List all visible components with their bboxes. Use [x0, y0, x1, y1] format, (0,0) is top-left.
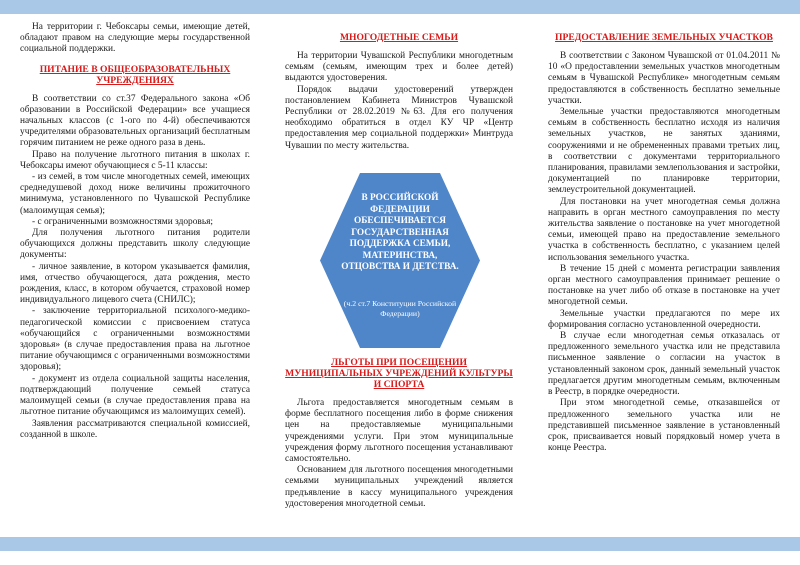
column-right	[548, 22, 780, 454]
hexagon-quote: В РОССИЙСКОЙ ФЕДЕРАЦИИ ОБЕСПЕЧИВАЕТСЯ ГОСУДАРСТВЕННАЯ ПОДДЕРЖКА СЕМЬИ, МАТЕРИНСТВА, ОТЦОВСТВА И ДЕТСТВА.	[341, 193, 459, 272]
section-heading-large-families: МНОГОДЕТНЫЕ СЕМЬИ	[339, 32, 459, 43]
column-left	[20, 22, 250, 441]
paragraph: При этом многодетной семье, отказавшейся от предложенного земельного участка или не представившей письменное заявление в установленный срок, присваивается новый порядковый номер учета в конце Реестра.	[548, 398, 780, 454]
paragraph: Для постановки на учет многодетная семья должна направить в орган местного самоуправления по месту жительства заявление о постановке на учет многодетной семьи, имеющей право на предоставление земельного участка в собственность бесплатно, с указанием целей использования земельного участка.	[548, 196, 780, 263]
paragraph: Льгота предоставляется многодетным семьям в форме бесплатного посещения либо в форме снижения цен на предоставляемые муниципальными учреждениями услуги. При этом муниципальные учреждения форму льготного посещения устанавливают самостоятельно.	[285, 398, 513, 465]
section-heading-land-plots: ПРЕДОСТАВЛЕНИЕ ЗЕМЕЛЬНЫХ УЧАСТКОВ	[555, 32, 773, 43]
paragraph: - документ из отдела социальной защиты населения, подтверждающий получение семьей статуса малоимущей семьи (в случае предоставления права на льготное питание обучающимся из малоимущих семей).	[20, 373, 250, 418]
paragraph: Заявления рассматриваются специальной комиссией, созданной в школе.	[20, 418, 250, 440]
paragraph: - из семей, в том числе многодетных семей, имеющих среднедушевой доход ниже величины прожиточного минимума, установленного по Чувашской Республике (малоимущая семья);	[20, 172, 250, 216]
paragraph: В течение 15 дней с момента регистрации заявления орган местного самоуправления принимает решение о постановке на учет либо об отказе в постановке на учет многодетной семьи.	[548, 263, 780, 308]
paragraph: В случае если многодетная семья отказалась от предложенного земельного участка или не представила письменное заявление о согласии на участок в установленный законом срок, данный земельный участок предлагается другим многодетным семьям, включенным в Реестр, в порядке очередности.	[548, 331, 780, 398]
paragraph: - с ограниченными возможностями здоровья;	[32, 216, 214, 227]
section-heading-school-meals: ПИТАНИЕ В ОБЩЕОБРАЗОВАТЕЛЬНЫХ УЧРЕЖДЕНИЯХ	[39, 63, 231, 86]
paragraph: - личное заявление, в котором указывается фамилия, имя, отчество обучающегося, дата рождения, место рождения, класс, в котором обучается, страховой номер индивидуального лицевого счета (СНИЛС);	[20, 261, 250, 306]
section-heading-culture-sport-benefits: ЛЬГОТЫ ПРИ ПОСЕЩЕНИИ МУНИЦИПАЛЬНЫХ УЧРЕЖДЕНИЙ КУЛЬТУРЫ И СПОРТА	[285, 357, 513, 390]
intro-paragraph: На территории г. Чебоксары семьи, имеющие детей, обладают правом на следующие меры государственной социальной поддержки.	[20, 22, 250, 55]
top-decorative-stripe	[0, 0, 800, 14]
paragraph: Порядок выдачи удостоверений утвержден постановлением Кабинета Министров Чувашской Республики от 28.02.2019 №63. Для его получения необходимо обратиться в отдел КУ ЧР «Центр предоставления мер социальной поддержки» Минтруда Чувашии по месту жительства.	[285, 84, 513, 151]
constitution-quote-hexagon	[320, 173, 480, 348]
paragraph: В соответствии с Законом Чувашской от 01.04.2011 № 10 «О предоставлении земельных участков многодетным семьям в Чувашской Республике» многодетным семьям предоставляются в собственность бесплатно земельные участки.	[548, 51, 780, 106]
bottom-decorative-stripe	[0, 537, 800, 551]
paragraph: На территории Чувашской Республики многодетным семьям (семьям, имеющим трех и более детей) выдаются удостоверения.	[285, 51, 513, 84]
paragraph: Право на получение льготного питания в школах г. Чебоксары имеют обучающиеся с 5-11 классы:	[20, 149, 250, 171]
paragraph: Земельные участки предоставляются многодетным семьям в собственность бесплатно исходя из наличия земельных участков, не занятых зданиями, сооружениями и не обремененных правами третьих лиц, в соответствии с документами территориального планирования, правилами землепользования и застройки, документацией по планировке территории, землеустроительной документацией.	[548, 107, 780, 196]
hexagon-source: (ч.2 ст.7 Конституции Российской Федерации)	[343, 299, 457, 318]
paragraph: - заключение территориальной психолого-медико-педагогической комиссии с присвоением статуса «обучающийся с ограниченными возможностями здоровья» (в случае предоставления права на льготное питание обучающимся с ограниченными возможностями здоровья);	[20, 306, 250, 373]
paragraph: Земельные участки предлагаются по мере их формирования согласно установленной очередности.	[548, 308, 780, 330]
paragraph: В соответствии со ст.37 Федерального закона «Об образовании в Российской Федерации» все учащиеся начальных классов (с 1-ого по 4-й) обеспечиваются учредителями образовательных организаций бесплатным горячим питанием не реже одного раза в день.	[20, 93, 250, 149]
paragraph: Для получения льготного питания родители обучающихся должны представить школу следующие документы:	[20, 228, 250, 261]
paragraph: Основанием для льготного посещения многодетными семьями муниципальных учреждений является предъявление в кассу муниципального учреждения удостоверения многодетной семьи.	[285, 465, 513, 509]
